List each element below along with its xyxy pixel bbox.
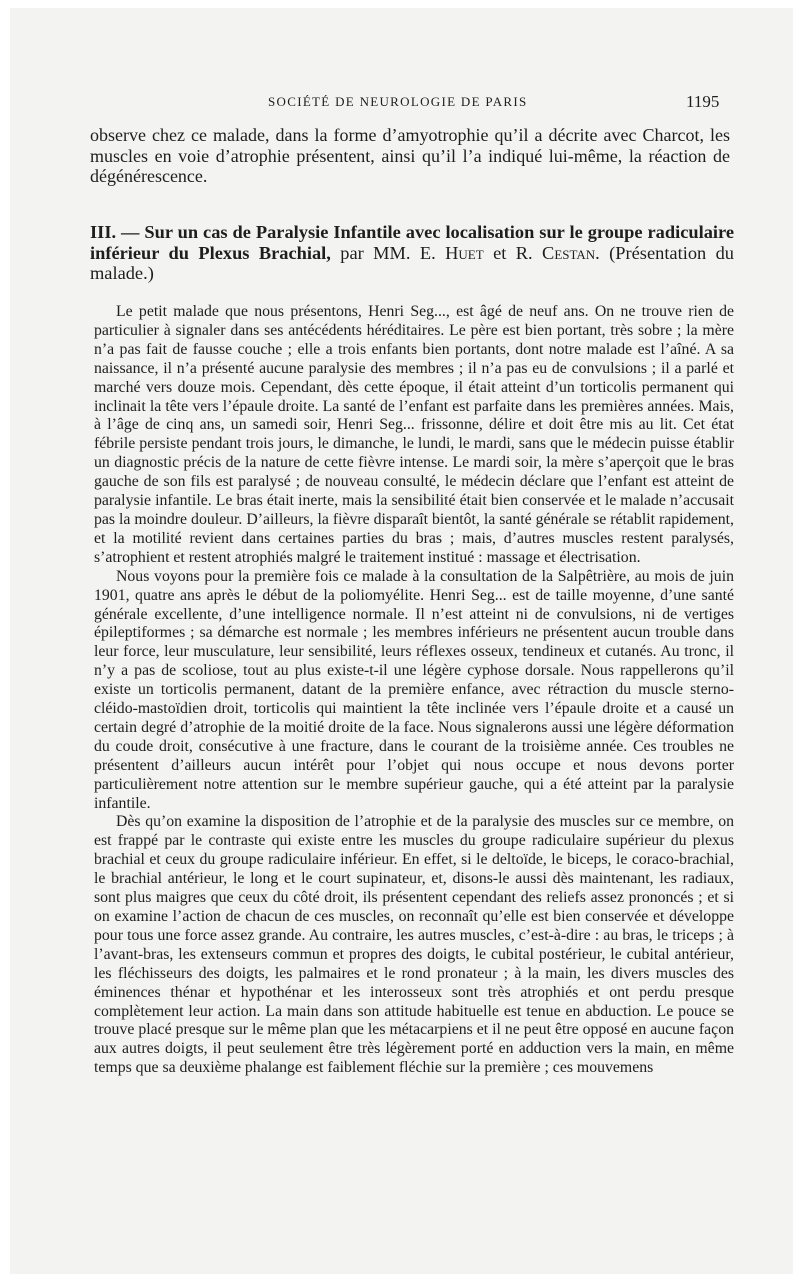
section-number: III. — (90, 222, 140, 242)
author-huet: Huet (445, 242, 484, 263)
article-body (94, 303, 734, 1078)
page-number: 1195 (686, 92, 720, 111)
section-heading (90, 222, 734, 284)
page-header (10, 92, 793, 114)
intro-paragraph: observe chez ce malade, dans la forme d’amyotrophie qu’il a décrite avec Charcot, les muscles en voie d’atrophie présentent, ainsi qu’il l’a indiqué lui-même, la réaction de dégénérescence. (90, 125, 730, 186)
section-title: Sur un cas de Paralysie Infantile avec localisation sur le groupe radiculaire inférieur du Plexus Brachial, (90, 222, 734, 263)
section-and: et R. (493, 242, 533, 263)
section-by: par MM. E. (340, 242, 436, 263)
author-cestan: Cestan. (542, 242, 600, 263)
paragraph: Dès qu’on examine la disposition de l’atrophie et de la paralysie des muscles sur ce membre, on est frappé par le contraste qui existe entre les muscles du groupe radiculaire supérieur du plexus brachial et ceux du groupe radiculaire inférieur. En effet, si le deltoïde, le biceps, le coraco-brachial, le brachial antérieur, le long et le court supinateur, et, disons-le aussi dès maintenant, les radiaux, sont plus maigres que ceux du côté droit, ils présentent cependant des reliefs assez prononcés ; et si on examine l’action de chacun de ces muscles, on reconnaît qu’elle est bien conservée et développe pour tous une force assez grande. Au contraire, les autres muscles, c’est-à-dire : au bras, le triceps ; à l’avant-bras, les extenseurs commun et propres des doigts, le cubital postérieur, le cubital antérieur, les fléchisseurs des doigts, les palmaires et le rond pronateur ; à la main, les divers muscles des éminences thénar et hypothénar et les interosseux sont très atrophiés et ont perdu presque complètement leur action. La main dans son attitude habituelle est tenue en abduction. Le pouce se trouve placé presque sur le même plan que les métacarpiens et il ne peut être opposé en aucune façon aux autres doigts, il peut seulement être très légèrement porté en adduction vers la main, en même temps que sa deuxième phalange est faiblement fléchie sur la première ; ces mouvemens (94, 813, 734, 1077)
running-title: SOCIÉTÉ DE NEUROLOGIE DE PARIS (268, 94, 528, 109)
section-note: (Présentation du malade.) (90, 242, 734, 284)
paragraph: Le petit malade que nous présentons, Henri Seg..., est âgé de neuf ans. On ne trouve rien de particulier à signaler dans ses antécédents héréditaires. Le père est bien portant, très sobre ; la mère n’a pas fait de fausse couche ; elle a trois enfants bien portants, dont notre malade est l’aîné. A sa naissance, il n’a présenté aucune paralysie des membres ; il n’a pas eu de convulsions ; il a parlé et marché vers douze mois. Cependant, dès cette époque, il était atteint d’un torticolis permanent qui inclinait la tête vers l’épaule droite. La santé de l’enfant est parfaite dans les premières années. Mais, à l’âge de cinq ans, un samedi soir, Henri Seg... frissonne, délire et doit être mis au lit. Cet état fébrile persiste pendant trois jours, le dimanche, le lundi, le mardi, sans que le médecin puisse établir un diagnostic précis de la nature de cette fièvre intense. Le mardi soir, la mère s’aperçoit que le bras gauche de son fils est paralysé ; de nouveau consulté, le médecin déclare que l’enfant est atteint de paralysie infantile. Le bras était inerte, mais la sensibilité était bien conservée et le malade n’accusait pas la moindre douleur. D’ailleurs, la fièvre disparaît bientôt, la santé générale se rétablit rapidement, et la motilité revient dans certaines parties du bras ; mais, d’autres muscles restent paralysés, s’atrophient et restent atrophiés malgré le traitement institué : massage et électrisation. (94, 303, 734, 566)
paragraph: Nous voyons pour la première fois ce malade à la consultation de la Salpêtrière, au mois de juin 1901, quatre ans après le début de la poliomyélite. Henri Seg... est de taille moyenne, d’une santé générale excellente, d’une intelligence normale. Il n’est atteint ni de convulsions, ni de vertiges épileptiformes ; sa démarche est normale ; les membres inférieurs ne présentent aucun trouble dans leur force, leur musculature, leur sensibilité, leurs réflexes osseux, tendineux et cutanés. Au tronc, il n’y a pas de scoliose, tout au plus existe-t-il une légère cyphose dorsale. Nous rappellerons qu’il existe un torticolis permanent, datant de la première enfance, avec rétraction du muscle sterno-cléido-mastoïdien droit, torticolis qui maintient la tête inclinée vers l’épaule droite et a causé un certain degré d’atrophie de la moitié droite de la face. Nous signalerons aussi une légère déformation du coude droit, consécutive à une fracture, dans le courant de la troisième année. Ces troubles ne présentent d’ailleurs aucun intérêt pour l’objet qui nous occupe et nous devons porter particulièrement notre attention sur le membre supérieur gauche, qui a été atteint par la paralysie infantile. (94, 567, 734, 812)
scanned-page (10, 8, 793, 1274)
